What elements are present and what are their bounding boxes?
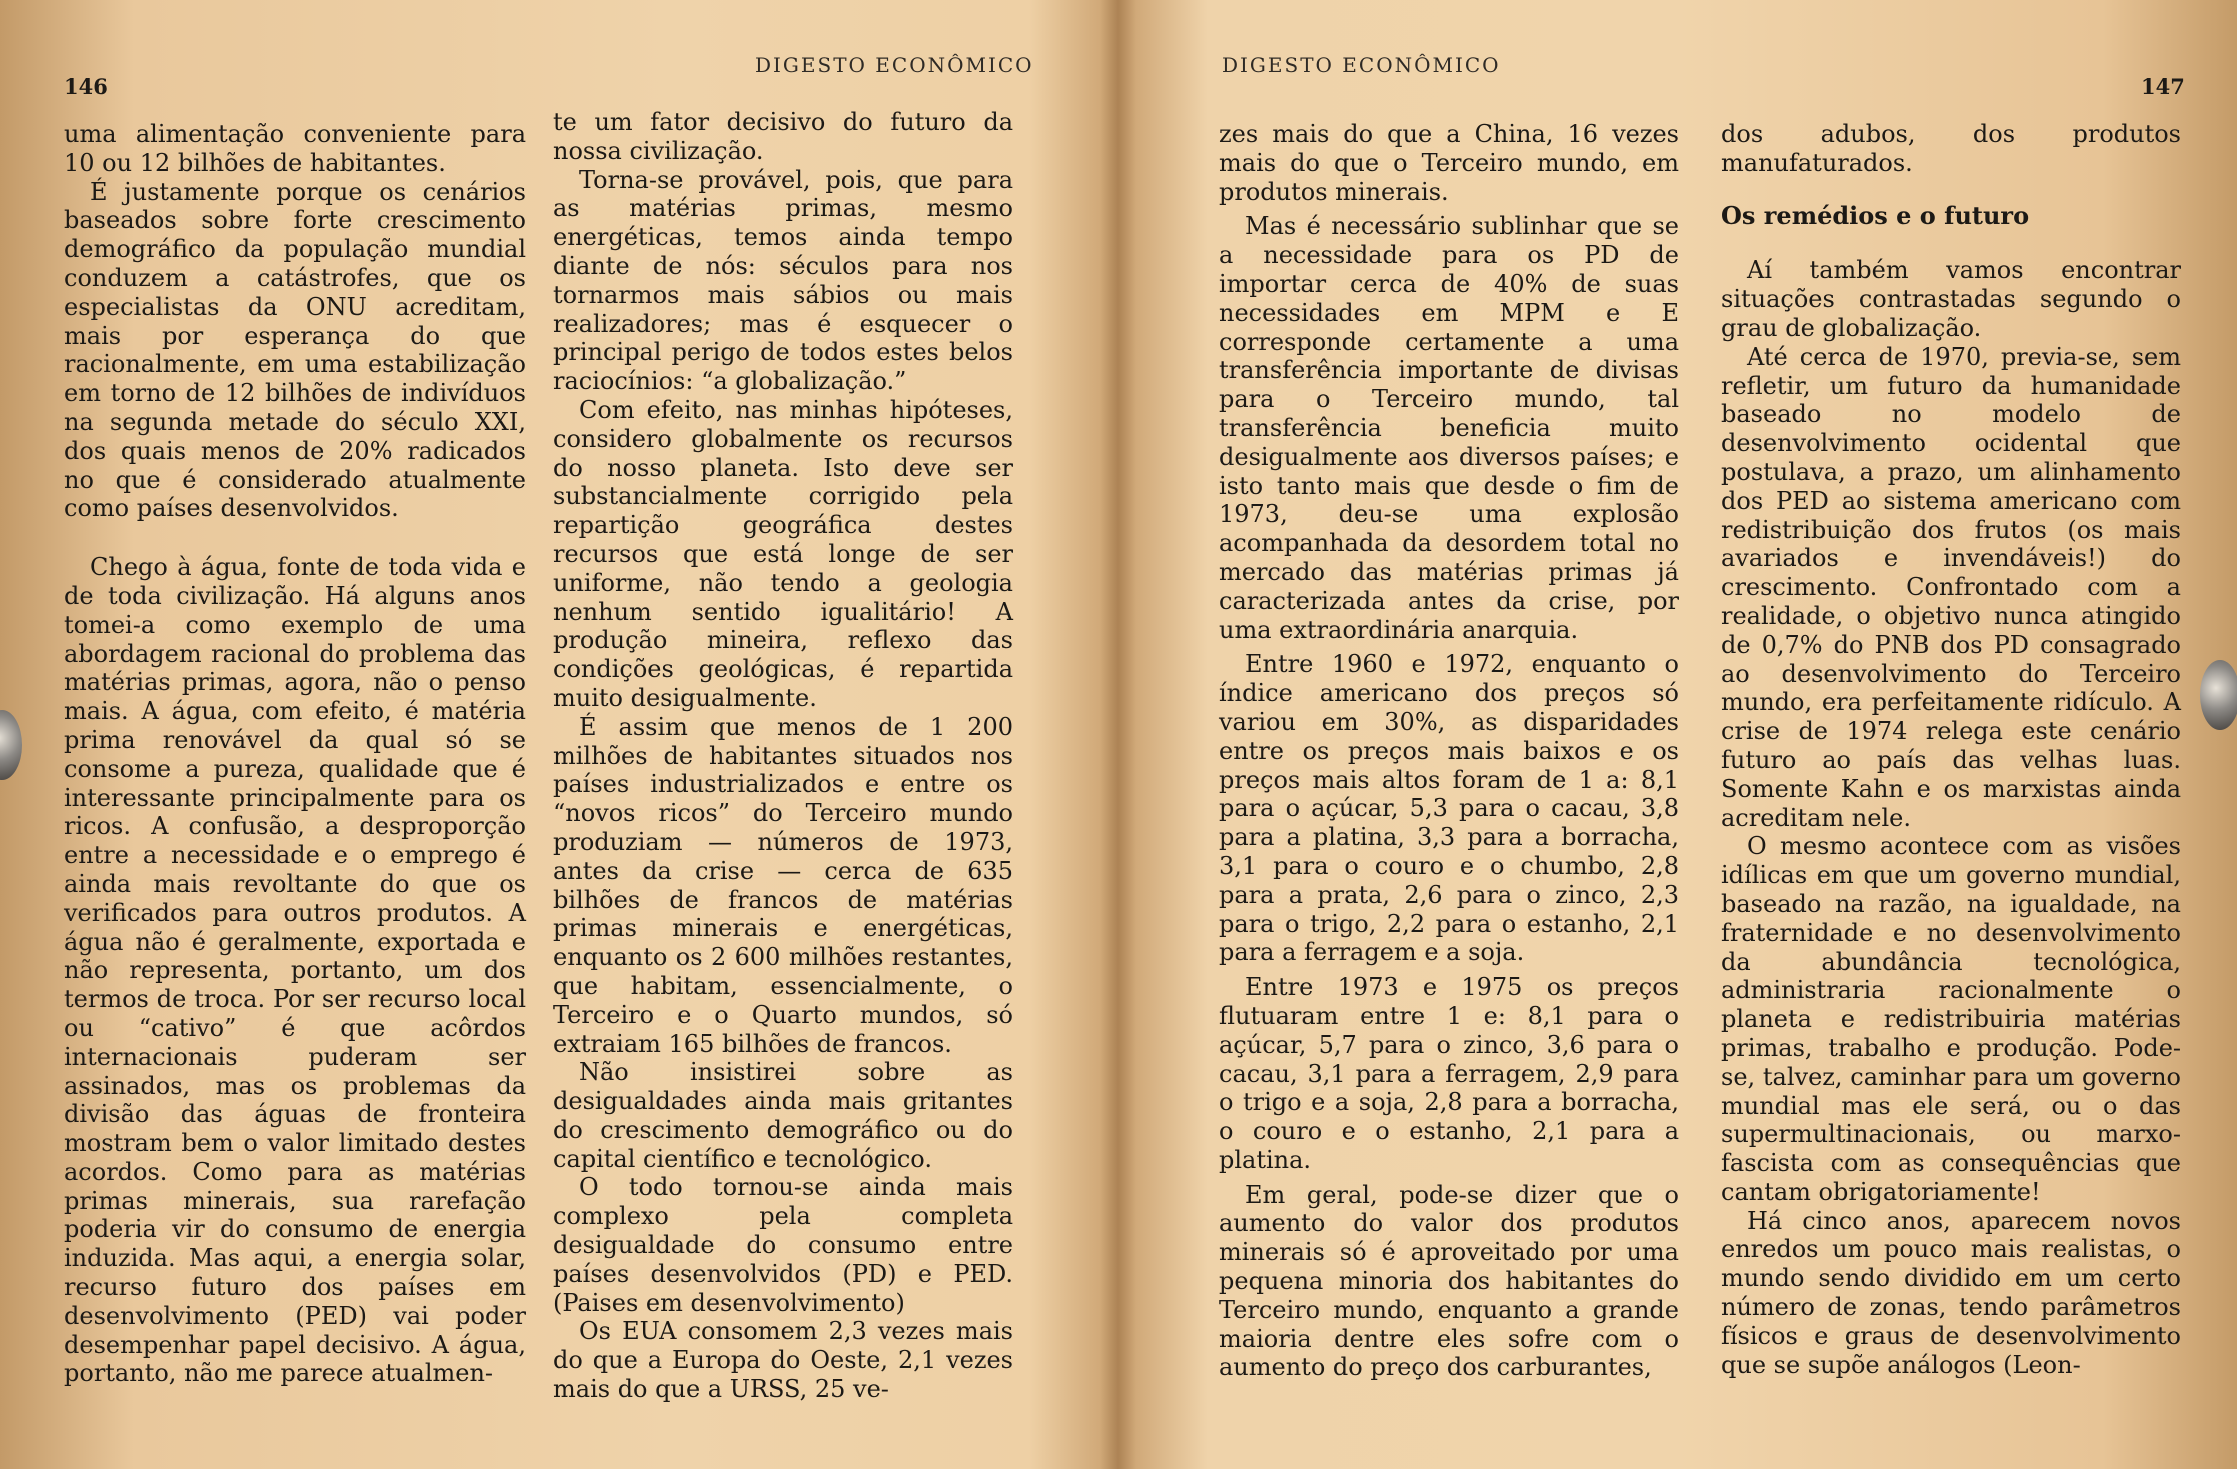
paragraph: Há cinco anos, aparecem novos enredos um pouco mais realistas, o mundo sendo dividido em um certo número de zonas, tendo parâmetros físicos e graus de desenvolvimento que se supõe análogos (Leon- [1721, 1206, 2181, 1379]
page-number: 147 [2141, 74, 2185, 99]
right-page-column-2 [1721, 120, 2181, 1379]
paragraph: dos adubos, dos produtos manufaturados. [1721, 120, 2181, 177]
paragraph: Torna-se provável, pois, que para as matérias primas, mesmo energéticas, temos ainda tempo diante de nós: séculos para nos tornarmos mais sábios ou mais realizadores; mas é esquecer o principal perigo de todos estes belos raciocínios: “a globalização.” [553, 165, 1013, 396]
paragraph: uma alimentação conveniente para 10 ou 12 bilhões de habitantes. [64, 120, 526, 177]
page-number: 146 [64, 74, 108, 99]
paragraph: zes mais do que a China, 16 vezes mais do que o Terceiro mundo, em produtos minerais. [1219, 120, 1679, 206]
paragraph: Não insistirei sobre as desigualdades ainda mais gritantes do crescimento demográfico ou do capital científico e tecnológico. [553, 1058, 1013, 1173]
paragraph: Em geral, pode-se dizer que o aumento do valor dos produtos minerais só é aproveitado por uma pequena minoria dos habitantes do Terceiro mundo, enquanto a grande maioria dentre eles sofre com o aumento do preço dos carburantes, [1219, 1180, 1679, 1382]
section-heading: Os remédios e o futuro [1721, 200, 2030, 230]
paragraph: Entre 1973 e 1975 os preços flutuaram entre 1 e: 8,1 para o açúcar, 5,7 para o zinco, 3,6 para o cacau, 3,1 para a ferragem, 2,9 para o trigo e a soja, 2,8 para a borracha, o couro e o estanho, 2,1 para a platina. [1219, 973, 1679, 1174]
paragraph: Chego à água, fonte de toda vida e de toda civilização. Há alguns anos tomei-a como exemplo de uma abordagem racional do problema das matérias primas, agora, não o penso mais. A água, com efeito, é matéria prima renovável da qual só se consome a pureza, qualidade que é interessante principalmente para os ricos. A confusão, a desproporção entre a necessidade e o emprego é ainda mais revoltante do que os verificados para outros produtos. A água não é geralmente, exportada e não representa, portanto, um dos termos de troca. Por ser recurso local ou “cativo” é que acôrdos internacionais puderam ser assinados, mas os problemas da divisão das águas de fronteira mostram bem o valor limitado destes acordos. Como para as matérias primas minerais, sua rarefação poderia vir do consumo de energia induzida. Mas aqui, a energia solar, recurso futuro dos países em desenvolvimento (PED) vai poder desempenhar papel decisivo. A água, portanto, não me parece atualmen- [64, 553, 526, 1388]
right-page [1136, 0, 2237, 1469]
left-page-column-2 [553, 108, 1013, 1404]
paragraph: O todo tornou-se ainda mais complexo pela completa desigualdade do consumo entre países desenvolvidos (PD) e PED. (Paises em desenvolvimento) [553, 1173, 1013, 1317]
paragraph: Até cerca de 1970, previa-se, sem refletir, um futuro da humanidade baseado no modelo de desenvolvimento ocidental que postulava, a prazo, um alinhamento dos PED ao sistema americano com redistribuição dos frutos (os mais avariados e invendáveis!) do crescimento. Confrontado com a realidade, o objetivo nunca atingido de 0,7% do PNB dos PD consagrado ao desenvolvimento do Terceiro mundo, era perfeitamente ridículo. A crise de 1974 relega este cenário futuro ao país das velhas luas. Somente Kahn e os marxistas ainda acreditam nele. [1721, 342, 2181, 832]
paragraph: Mas é necessário sublinhar que se a necessidade para os PD de importar cerca de 40% de suas necessidades em MPM e E corresponde certamente a uma transferência importante de divisas para o Terceiro mundo, tal transferência beneficia muito desigualmente aos diversos países; e isto tanto mais que desde o fim de 1973, deu-se uma explosão acompanhada da desordem total no mercado das matérias primas já caracterizada antes da crise, por uma extraordinária anarquia. [1219, 212, 1679, 644]
paragraph: É assim que menos de 1 200 milhões de habitantes situados nos países industrializados e entre os “novos ricos” do Terceiro mundo produziam — números de 1973, antes da crise — cerca de 635 bilhões de francos de matérias primas minerais e energéticas, enquanto os 2 600 milhões restantes, que habitam, essencialmente, o Terceiro e o Quarto mundos, só extraiam 165 bilhões de francos. [553, 712, 1013, 1058]
right-page-column-1 [1219, 120, 1679, 1382]
paragraph: Com efeito, nas minhas hipóteses, considero globalmente os recursos do nosso planeta. Isto deve ser substancialmente corrigido pela repartição geográfica destes recursos que está longe de ser uniforme, não tendo a geologia nenhum sentido igualitário! A produção mineira, reflexo das condições geológicas, é repartida muito desigualmente. [553, 395, 1013, 712]
paragraph: Aí também vamos encontrar situações contrastadas segundo o grau de globalização. [1721, 256, 2181, 342]
book-gutter [1100, 0, 1136, 1469]
paragraph: te um fator decisivo do futuro da nossa civilização. [553, 108, 1013, 165]
paragraph: Entre 1960 e 1972, enquanto o índice americano dos preços só variou em 30%, as disparidades entre os preços mais baixos e os preços mais altos foram de 1 a: 8,1 para o açúcar, 5,3 para o cacau, 3,8 para a platina, 3,3 para a borracha, 3,1 para o couro e o chumbo, 2,8 para a prata, 2,6 para o zinco, 2,3 para o trigo, 2,2 para o estanho, 2,1 para a ferragem e a soja. [1219, 650, 1679, 967]
paragraph: É justamente porque os cenários baseados sobre forte crescimento demográfico da população mundial conduzem a catástrofes, que os especialistas da ONU acreditam, mais por esperança do que racionalmente, em uma estabilização em torno de 12 bilhões de indivíduos na segunda metade do século XXI, dos quais menos de 20% radicados no que é considerado atualmente como países desenvolvidos. [64, 177, 526, 523]
paragraph: Os EUA consomem 2,3 vezes mais do que a Europa do Oeste, 2,1 vezes mais do que a URSS, 25 ve- [553, 1317, 1013, 1404]
left-page [0, 0, 1100, 1469]
left-page-column-1 [64, 120, 526, 1388]
running-head: DIGESTO ECONÔMICO [755, 53, 1034, 77]
paragraph: O mesmo acontece com as visões idílicas em que um governo mundial, baseado na razão, na igualdade, na fraternidade e no desenvolvimento da abundância tecnológica, administraria racionalmente o planeta e redistribuiria matérias primas, trabalho e produção. Pode-se, talvez, caminhar para um governo mundial mas ele será, ou o das supermultinacionais, ou marxo-fascista com as consequências que cantam obrigatoriamente! [1721, 832, 2181, 1206]
running-head: DIGESTO ECONÔMICO [1222, 53, 1501, 77]
